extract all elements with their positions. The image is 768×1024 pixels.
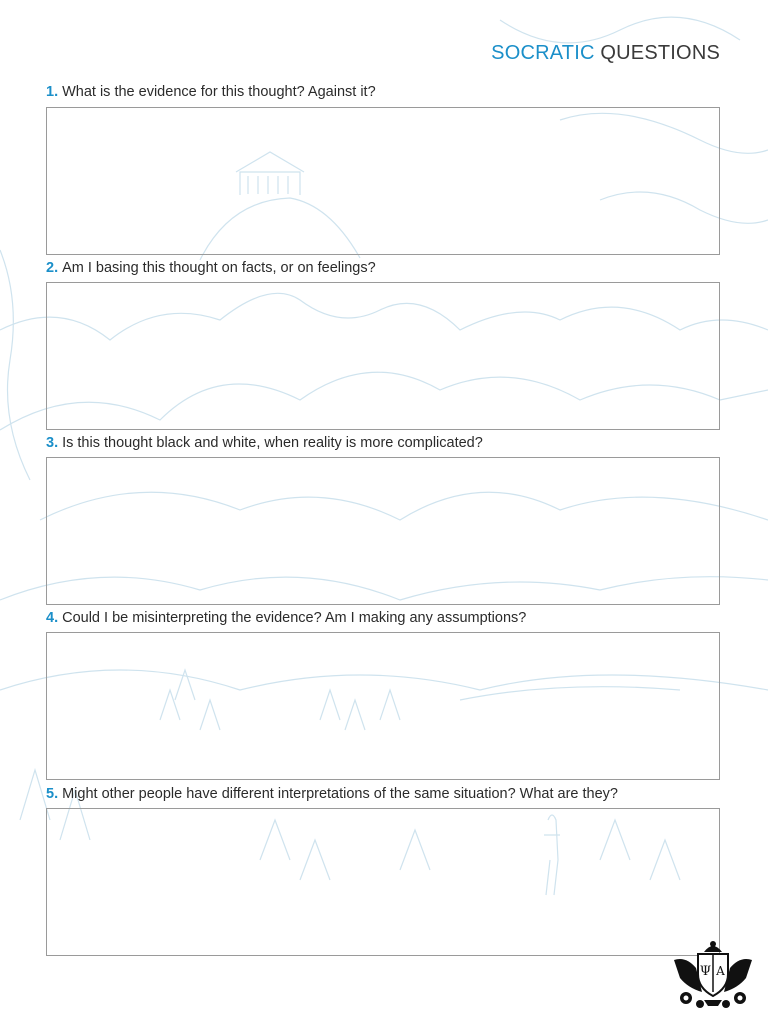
question-5: [46, 786, 618, 802]
question-text: What is the evidence for this thought? Against it?: [62, 84, 376, 100]
question-text: Am I basing this thought on facts, or on feelings?: [62, 260, 376, 276]
answer-box-3[interactable]: [46, 457, 720, 605]
svg-text:Ψ: Ψ: [699, 964, 712, 979]
answer-box-1[interactable]: [46, 107, 720, 255]
question-2: [46, 260, 376, 276]
question-number: 2.: [46, 260, 59, 276]
question-number: 1.: [46, 84, 59, 100]
question-4: [46, 610, 526, 626]
question-number: 5.: [46, 786, 59, 802]
page-title: [491, 42, 720, 65]
svg-text:A: A: [716, 964, 725, 978]
question-text: Is this thought black and white, when reality is more complicated?: [62, 435, 483, 451]
question-3: [46, 435, 483, 451]
title-rest: QUESTIONS: [600, 42, 720, 64]
question-text: Could I be misinterpreting the evidence? Am I making any assumptions?: [62, 610, 527, 626]
answer-box-4[interactable]: [46, 632, 720, 780]
greek-letters-crest-icon: [672, 938, 754, 1010]
question-text: Might other people have different interpretations of the same situation? What are they?: [62, 786, 618, 802]
answer-box-5[interactable]: [46, 808, 720, 956]
title-accent: SOCRATIC: [491, 42, 595, 64]
question-1: [46, 84, 376, 100]
answer-box-2[interactable]: [46, 282, 720, 430]
question-number: 4.: [46, 610, 59, 626]
question-number: 3.: [46, 435, 59, 451]
